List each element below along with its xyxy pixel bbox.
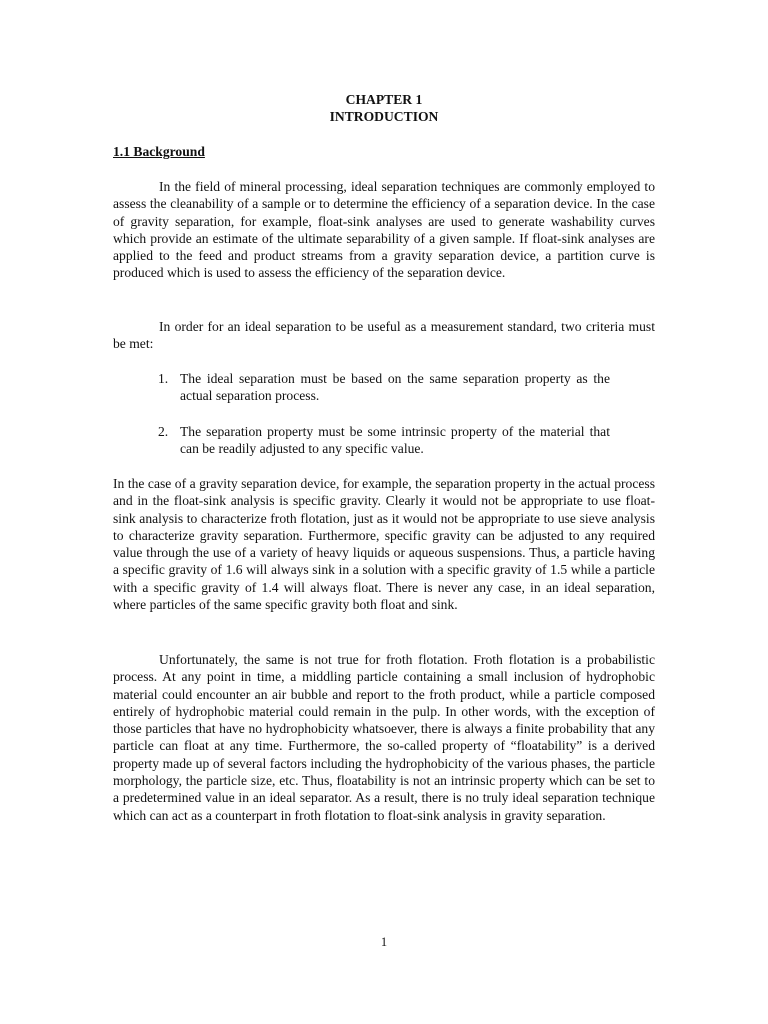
paragraph-gravity-separation: In the case of a gravity separation device, for example, the separation property in the actual process and in the float-sink analysis is specific gravity. Clearly it would not be appropriate to use float-sink analysis to characterize froth flotation, just as it would not be appropriate to use sieve analysis to characterize gravity separation. Furthermore, specific gravity can be adjusted to any required value through the use of a variety of heavy liquids or aqueous suspensions. Thus, a particle having a specific gravity of 1.6 will always sink in a solution with a specific gravity of 1.5 while a particle with a specific gravity of 1.4 will always float. There is never any case, in an ideal separation, where particles of the same specific gravity both float and sink. — [113, 476, 655, 613]
criteria-item-text: The ideal separation must be based on the same separation property as the actual separation process. — [180, 371, 610, 404]
criteria-item-number: 2. — [158, 424, 169, 439]
chapter-number: CHAPTER 1 — [345, 92, 423, 107]
paragraph-criteria-intro: In order for an ideal separation to be useful as a measurement standard, two criteria must be met: — [113, 319, 655, 352]
paragraph-froth-flotation: Unfortunately, the same is not true for froth flotation. Froth flotation is a probabilistic process. At any point in time, a middling particle containing a small inclusion of hydrophobic material could encounter an air bubble and report to the froth product, while a particle composed entirely of hydrophobic material could remain in the pulp. In other words, with the exception of those particles that have no hydrophobicity whatsoever, there is always a finite probability that any particle can float at any time. Furthermore, the so-called property of “floatability” is a derived property made up of several factors including the hydrophobicity of the various phases, the particle morphology, the particle size, etc. Thus, floatability is not an intrinsic property which can be set to a predetermined value in an ideal separator. As a result, there is no truly ideal separation technique which can act as a counterpart in froth flotation to float-sink analysis in gravity separation. — [113, 652, 655, 823]
criteria-item-1 — [158, 370, 610, 405]
page-number: 1 — [380, 935, 388, 949]
paragraph-intro: In the field of mineral processing, ideal separation techniques are commonly employed to assess the cleanability of a sample or to determine the efficiency of a separation device. In the case of gravity separation, for example, float-sink analyses are used to generate washability curves which provide an estimate of the ultimate separability of a given sample. If float-sink analyses are applied to the feed and product streams from a gravity separation device, a partition curve is produced which is used to assess the efficiency of the separation device. — [113, 179, 655, 281]
chapter-title: INTRODUCTION — [329, 109, 439, 124]
chapter-heading — [0, 91, 768, 125]
criteria-item-text: The separation property must be some intrinsic property of the material that can be readily adjusted to any specific value. — [180, 424, 610, 457]
section-heading: 1.1 Background — [113, 144, 205, 159]
criteria-item-number: 1. — [158, 371, 169, 386]
criteria-item-2 — [158, 423, 610, 458]
